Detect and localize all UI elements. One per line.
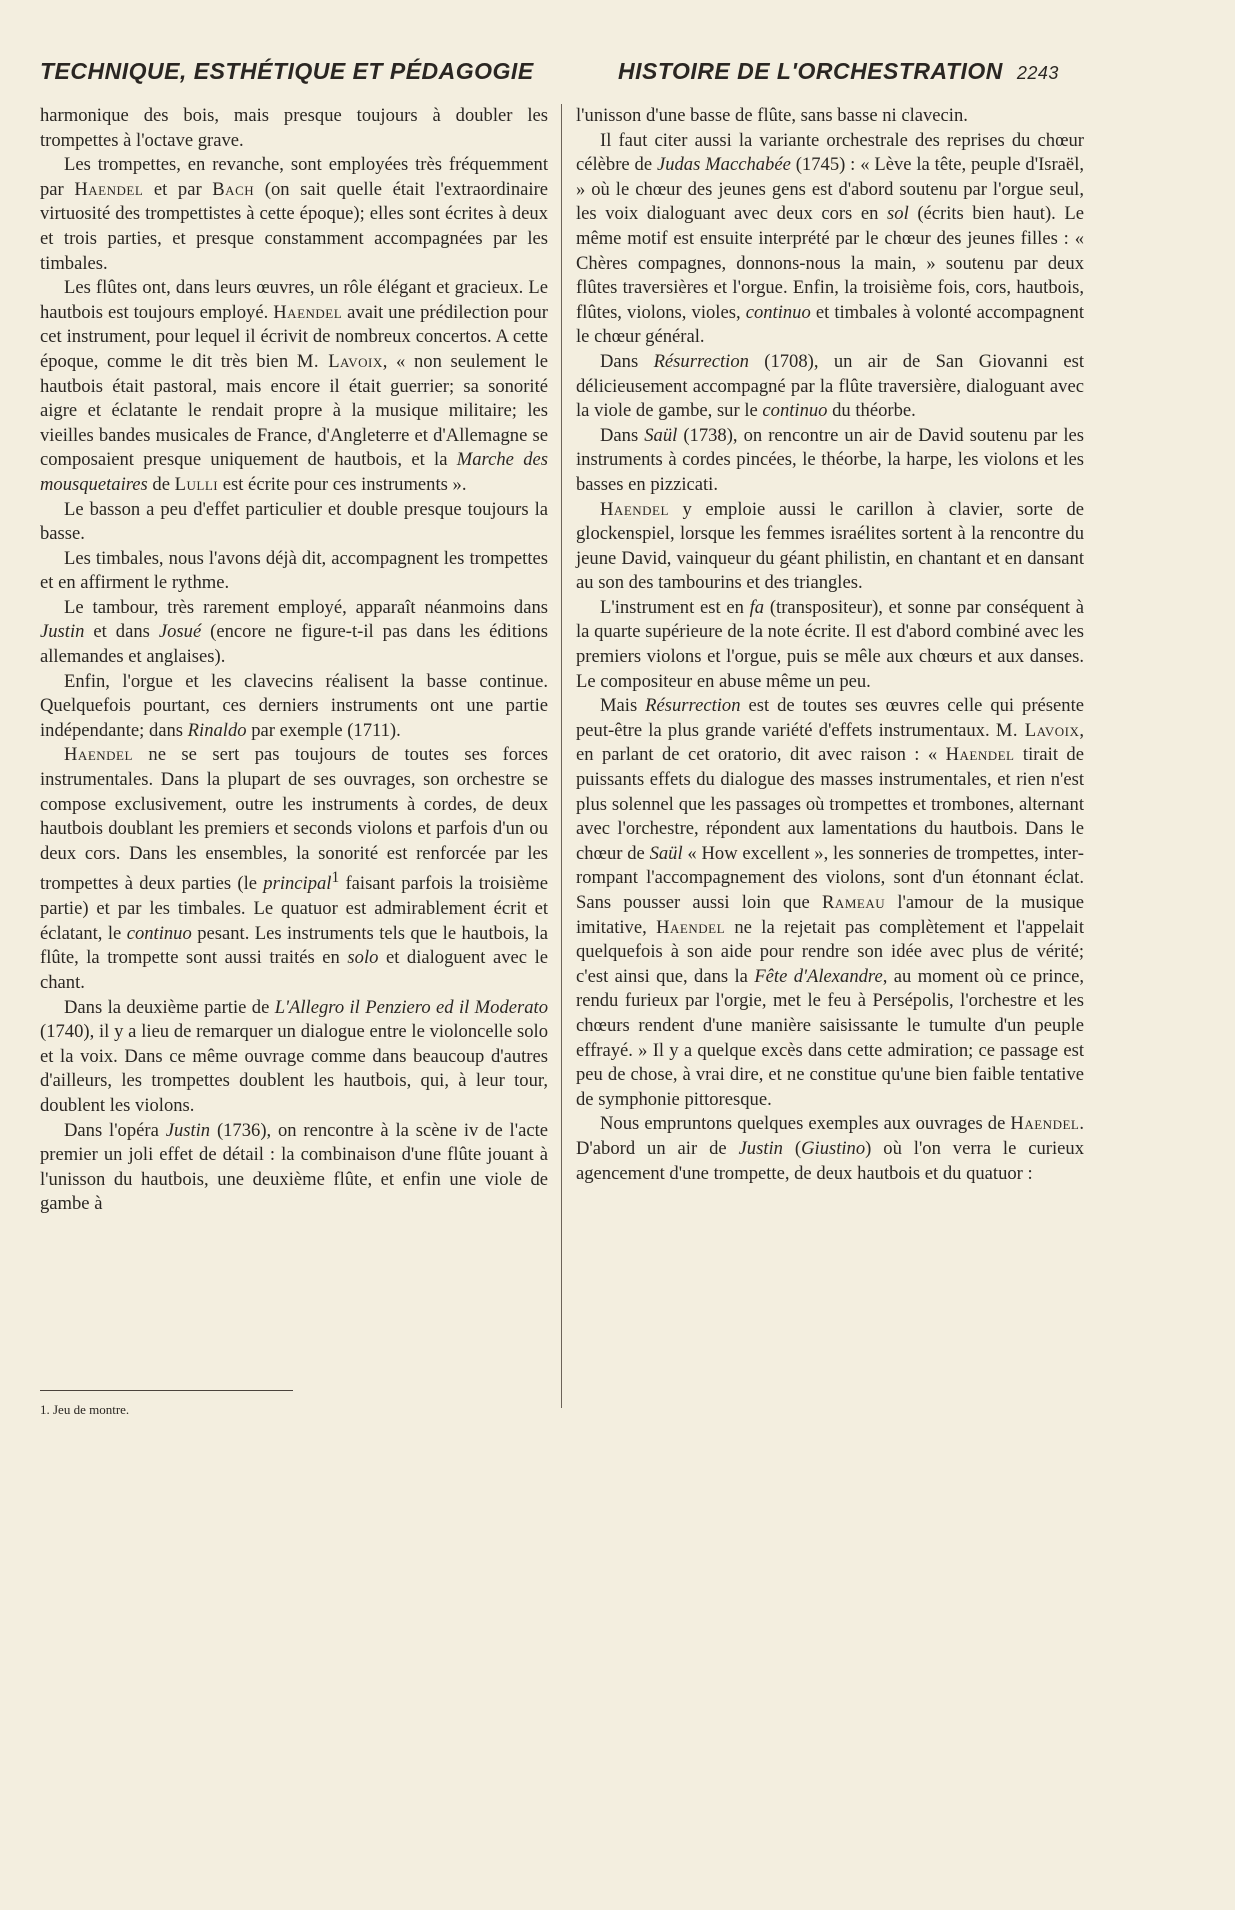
right-paragraph: L'instrument est en fa (transpositeur), et sonne par conséquent à la quarte supérieure de la note écrite. Il est d'abord combiné avec les premiers violons et l'orgue, puis se mêle aux chœurs et aux danses. Le compositeur en abuse même un peu. (576, 596, 1084, 692)
left-paragraph: Dans l'opéra Justin (1736), on rencontre à la scène iv de l'acte premier un joli effet de détail : la combinaison d'une flûte jouant à l'unisson du hautbois, une deuxième flûte, et enfin une viole de gambe à (40, 1119, 548, 1215)
right-paragraph: Nous empruntons quelques exemples aux ouvrages de Haendel. D'abord un air de Justin (Giustino) où l'on verra le curieux agencement d'une trompette, de deux hautbois et du quatuor : (576, 1113, 1085, 1184)
header-left-title: TECHNIQUE, ESTHÉTIQUE ET PÉDAGOGIE (40, 58, 534, 84)
right-paragraph: Haendel y emploie aussi le carillon à clavier, sorte de glockenspiel, lorsque les femmes israélites sortent à la rencontre du jeune David, vainqueur du géant philistin, en chantant et en dansant au son des tambourins et des triangles. (576, 498, 1084, 594)
column-divider (561, 104, 562, 1408)
left-paragraph: Les timbales, nous l'avons déjà dit, accompagnent les trompettes et en affirment le rythme. (40, 547, 548, 594)
left-paragraph: Haendel ne se sert pas toujours de toutes ses forces instrumentales. Dans la plupart de ses ouvrages, son orchestre se compose exclusivement, outre les instruments à cordes, de deux hautbois doublant les premiers et seconds violons et parfois d'un ou deux cors. Dans les ensembles, la sonorité est renforcée par les trompettes à deux parties (le principal$^1$ faisant parfois la troisième partie) et par les timbales. Le quatuor est admirablement écrit et éclatant, le continuo pesant. Les instruments tels que le hautbois, la flûte, la trompette sont aussi traités en solo et dialoguent avec le chant. (40, 744, 548, 993)
right-column (576, 104, 1084, 1186)
left-paragraph: Le tambour, très rarement employé, apparaît néanmoins dans Justin et dans Josué (encore ne figure-t-il pas dans les éditions allemandes et anglaises). (40, 596, 548, 668)
running-header (40, 58, 1195, 92)
right-paragraph: l'unisson d'une basse de flûte, sans basse ni clavecin. (576, 105, 968, 126)
header-right-title (618, 58, 1059, 85)
footnote: 1. Jeu de montre. (40, 1402, 130, 1417)
left-column (40, 104, 548, 1217)
left-paragraph: Enfin, l'orgue et les clavecins réalisent la basse continue. Quelquefois pourtant, ces derniers instruments ont une partie indépendante; dans Rinaldo par exemple (1711). (40, 670, 548, 741)
left-paragraph: Les trompettes, en revanche, sont employées très fréquemment par Haendel et par Bach (on sait quelle était l'extraordinaire virtuosité des trompettistes à cette époque); elles sont écrites à deux et trois parties, et presque constamment accompagnées par les timbales. (40, 154, 549, 274)
right-paragraph: Mais Résurrection est de toutes ses œuvres celle qui présente peut-être la plus grande variété d'effets instrumentaux. M. Lavoix, en parlant de cet oratorio, dit avec raison : « Haendel tirait de puissants effets du dialogue des masses instrumentales, et rien n'est plus solennel que les passages où trompettes et trombones, alternant avec l'orchestre, répondent aux lamentations du hautbois. Dans le chœur de Saül « How excellent », les sonneries de trompettes, interrompant l'accompagnement des violons, sont d'un étonnant éclat. Sans pousser aussi loin que Rameau l'amour de la musique imitative, Haendel ne la rejetait pas complètement et l'appelait quelquefois à son aide pour rendre son idée avec plus de vérité; c'est ainsi que, dans la Fête d'Alexandre, au moment où ce prince, rendu furieux par l'orgie, met le feu à Persépolis, l'orchestre et les chœurs rendent d'une manière saisissante le tumulte d'un peuple effrayé. » Il y a quelque excès dans cette admiration; ce passage est peu de chose, à vrai dire, et ne constitue qu'une bien faible tentative de symphonie pittoresque. (576, 695, 1085, 1110)
right-paragraph: Dans Résurrection (1708), un air de San Giovanni est délicieusement accompagné par la flûte traversière, dialoguant avec la viole de gambe, sur le continuo du théorbe. (576, 350, 1084, 422)
header-right-title-text: HISTOIRE DE L'ORCHESTRATION (618, 58, 1003, 84)
right-paragraph: Dans Saül (1738), on rencontre un air de David soutenu par les instruments à cordes pincées, le théorbe, la harpe, les violons et les basses en pizzicati. (576, 424, 1084, 495)
left-paragraph: Dans la deuxième partie de L'Allegro il Penziero ed il Moderato (1740), il y a lieu de remarquer un dialogue entre le violoncelle solo et la voix. Dans ce même ouvrage comme dans beaucoup d'autres d'ailleurs, les trompettes doublent les hautbois, qui, à leur tour, doublent les violons. (40, 996, 548, 1116)
footnote-rule (40, 1390, 293, 1391)
page-number: 2243 (1016, 63, 1059, 83)
left-paragraph: harmonique des bois, mais presque toujours à doubler les trompettes à l'octave grave. (40, 105, 548, 151)
right-paragraph: Il faut citer aussi la variante orchestrale des reprises du chœur célèbre de Judas Macchabée (1745) : « Lève la tête, peuple d'Israël, » où le chœur des jeunes gens est d'abord soutenu par l'orgue seul, les voix dialoguant avec deux cors en sol (écrits bien haut). Le même motif est ensuite interprété par le chœur des jeunes filles : « Chères compagnes, donnons-nous la main, » soutenu par deux flûtes traversières et l'orgue. Enfin, la troisième fois, cors, hautbois, flûtes, violons, violes, continuo et timbales à volonté accompagnent le chœur général. (576, 129, 1085, 348)
left-paragraph: Les flûtes ont, dans leurs œuvres, un rôle élégant et gracieux. Le hautbois est toujours employé. Haendel avait une prédilection pour cet instrument, pour lequel il écrivit de nombreux concertos. A cette époque, comme le dit très bien M. Lavoix, « non seulement le hautbois était pastoral, mais encore il était guerrier; sa sonorité aigre et éclatante le rendait propre à la musique militaire; les vieilles bandes musicales de France, d'Angleterre et d'Allemagne se composaient presque uniquement de hautbois, et la Marche des mousquetaires de Lulli est écrite pour ces instruments ». (40, 277, 548, 495)
left-paragraph: Le basson a peu d'effet particulier et double presque toujours la basse. (40, 498, 548, 545)
